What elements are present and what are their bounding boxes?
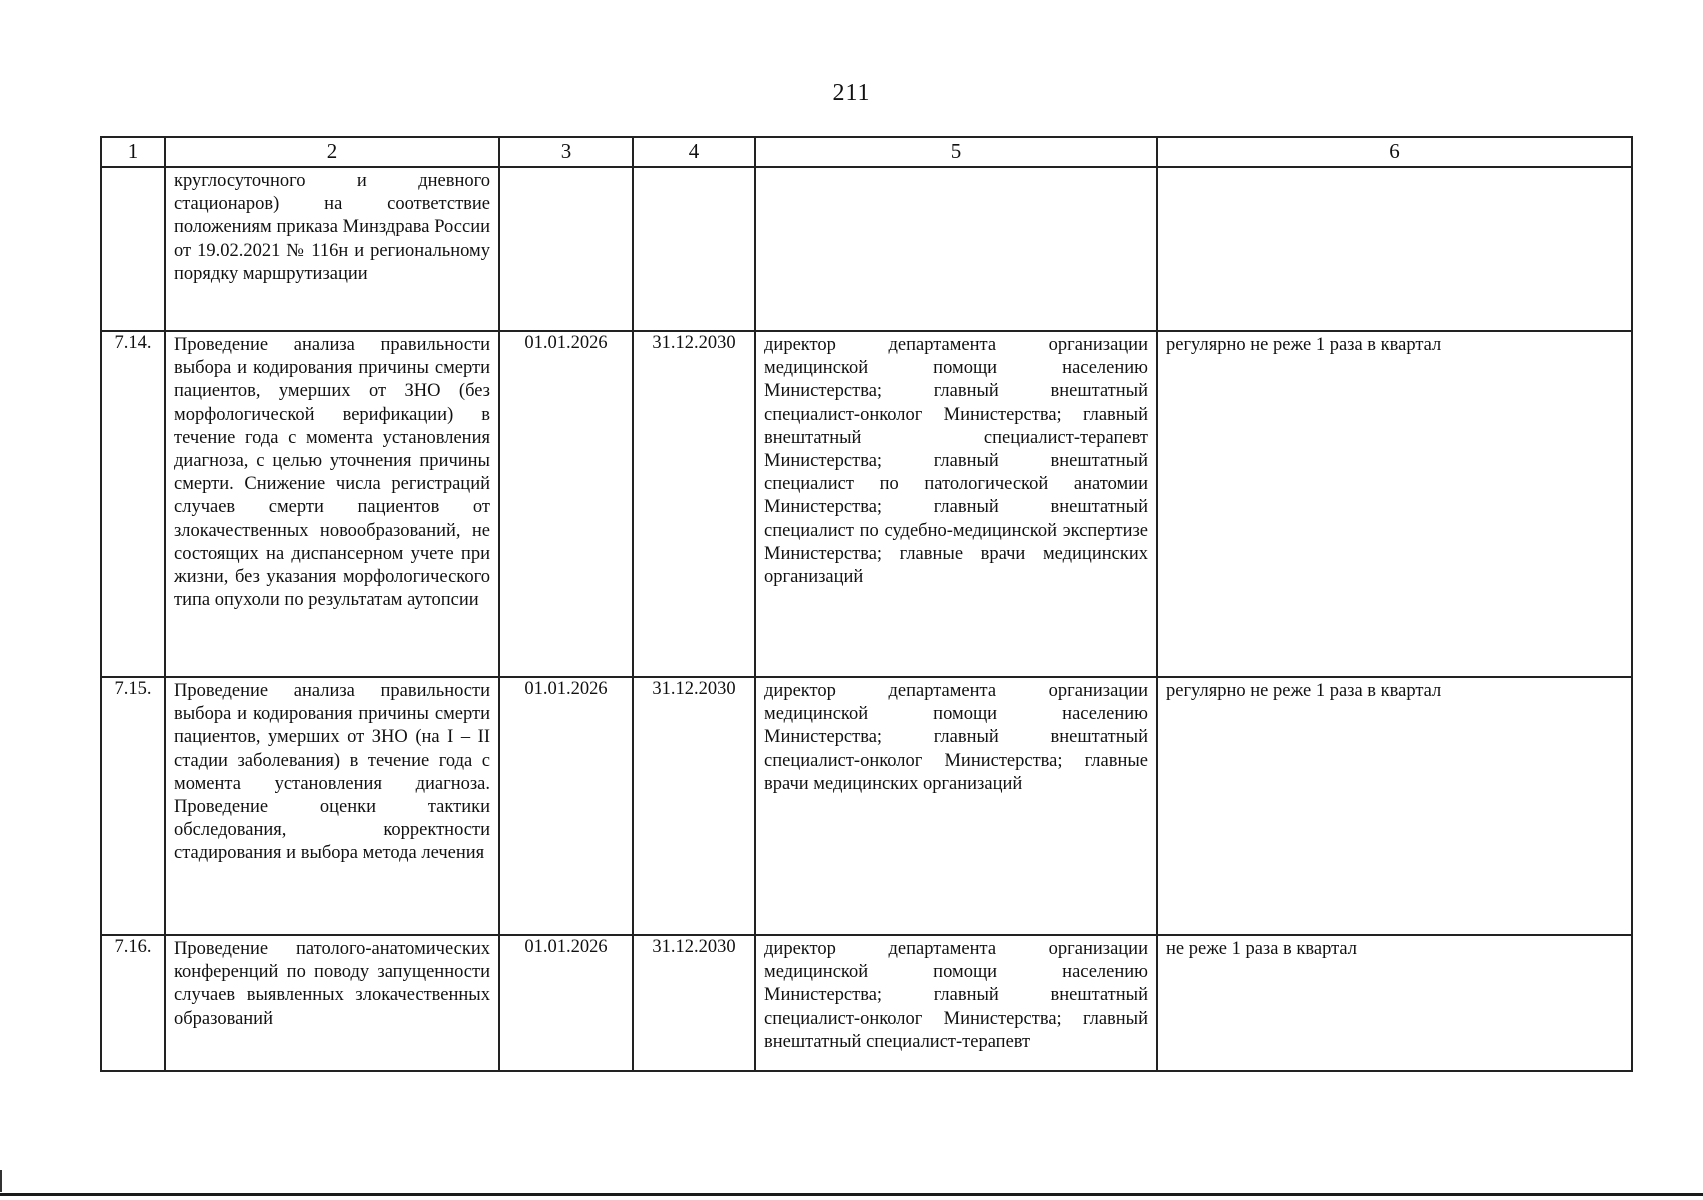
column-header: 4 <box>633 137 755 167</box>
column-header: 3 <box>499 137 633 167</box>
measure-description: круглосуточного и дневного стационаров) на соответствие положениям приказа Минздрава России от 19.02.2021 № 116н и региональному порядку маршрутизации <box>165 167 499 331</box>
measure-description: Проведение анализа правильности выбора и кодирования причины смерти пациентов, умерших от ЗНО (на I – II стадии заболевания) в течение года с момента установления диагноза. Проведение оценки тактики обследования, корректности стадирования и выбора метода лечения <box>165 677 499 935</box>
measures-table <box>100 136 1633 1072</box>
periodicity <box>1157 167 1632 331</box>
end-date: 31.12.2030 <box>633 331 755 677</box>
periodicity: регулярно не реже 1 раза в квартал <box>1157 331 1632 677</box>
responsible-persons: директор департамента организации медицинской помощи населению Министерства; главный внештатный специалист-онколог Министерства; главные врачи медицинских организаций <box>755 677 1157 935</box>
scan-edge-mark <box>0 1170 2 1192</box>
start-date: 01.01.2026 <box>499 677 633 935</box>
start-date <box>499 167 633 331</box>
column-header: 1 <box>101 137 165 167</box>
column-header: 6 <box>1157 137 1632 167</box>
table-row <box>101 677 1632 935</box>
row-number <box>101 167 165 331</box>
start-date: 01.01.2026 <box>499 331 633 677</box>
row-number: 7.16. <box>101 935 165 1071</box>
row-number: 7.15. <box>101 677 165 935</box>
measure-description: Проведение патолого-анатомических конференций по поводу запущенности случаев выявленных злокачественных образований <box>165 935 499 1071</box>
column-header: 5 <box>755 137 1157 167</box>
end-date: 31.12.2030 <box>633 935 755 1071</box>
start-date: 01.01.2026 <box>499 935 633 1071</box>
scan-bottom-line <box>0 1193 1703 1196</box>
table-row <box>101 935 1632 1071</box>
measure-description: Проведение анализа правильности выбора и кодирования причины смерти пациентов, умерших от ЗНО (без морфологической верификации) в течение года с момента установления диагноза, с целью уточнения причины смерти. Снижение числа регистраций случаев смерти пациентов от злокачественных новообразований, не состоящих на диспансерном учете при жизни, без указания морфологического типа опухоли по результатам аутопсии <box>165 331 499 677</box>
responsible-persons: директор департамента организации медицинской помощи населению Министерства; главный внештатный специалист-онколог Министерства; главный внештатный специалист-терапевт <box>755 935 1157 1071</box>
table-row <box>101 331 1632 677</box>
end-date: 31.12.2030 <box>633 677 755 935</box>
row-number: 7.14. <box>101 331 165 677</box>
column-header: 2 <box>165 137 499 167</box>
end-date <box>633 167 755 331</box>
responsible-persons <box>755 167 1157 331</box>
periodicity: не реже 1 раза в квартал <box>1157 935 1632 1071</box>
header-row <box>101 137 1632 167</box>
table-row <box>101 167 1632 331</box>
page-number: 211 <box>832 80 871 106</box>
periodicity: регулярно не реже 1 раза в квартал <box>1157 677 1632 935</box>
responsible-persons: директор департамента организации медицинской помощи населению Министерства; главный внештатный специалист-онколог Министерства; главный внештатный специалист-терапевт Министерства; главный внештатный специалист по патологической анатомии Министерства; главный внештатный специалист по судебно-медицинской экспертизе Министерства; главные врачи медицинских организаций <box>755 331 1157 677</box>
